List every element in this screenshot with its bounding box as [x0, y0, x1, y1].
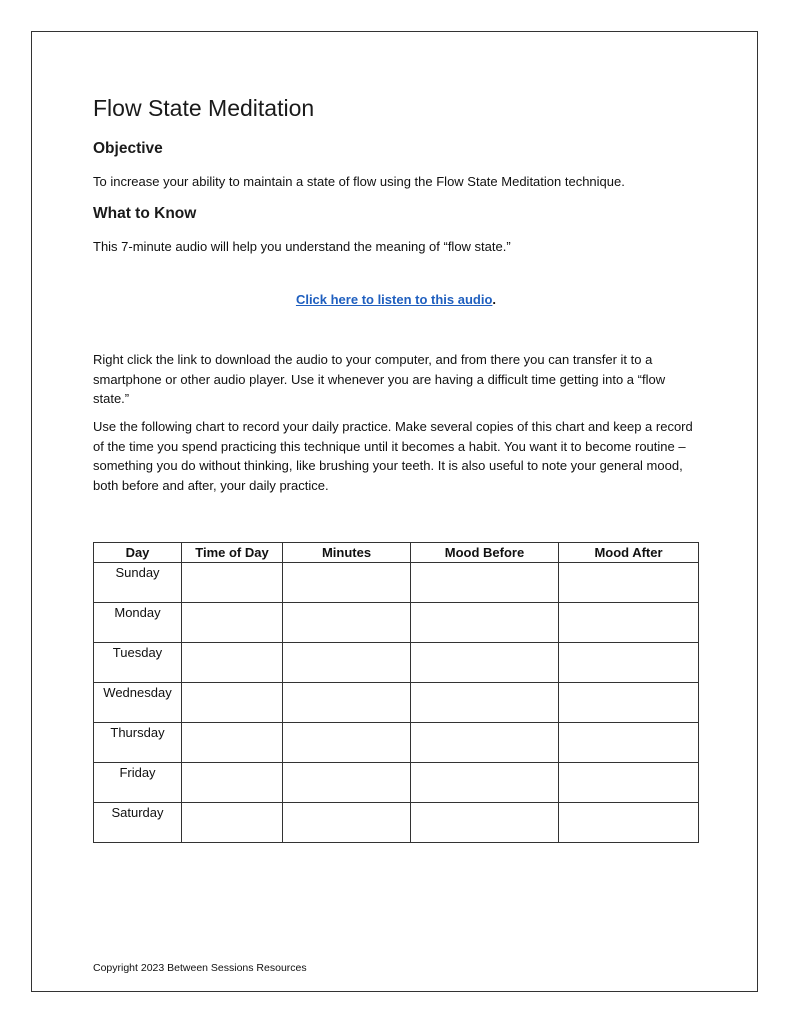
time-of-day-cell[interactable]: [182, 803, 283, 843]
objective-text: To increase your ability to maintain a state of flow using the Flow State Meditation technique.: [93, 174, 625, 189]
audio-link-period: .: [492, 292, 497, 307]
chart-instructions: Use the following chart to record your daily practice. Make several copies of this chart and keep a record of the time you spend practicing this technique until it becomes a habit. You want it to become routine – something you do without thinking, like brushing your teeth. It is also useful to note your general mood, both before and after, your daily practice.: [93, 419, 693, 493]
table-row: [94, 563, 699, 603]
mood-before-cell[interactable]: [411, 603, 559, 643]
table-header-row: [94, 543, 699, 563]
mood-after-cell[interactable]: [559, 803, 699, 843]
mood-after-cell[interactable]: [559, 643, 699, 683]
time-of-day-cell[interactable]: [182, 603, 283, 643]
page-title: Flow State Meditation: [93, 95, 315, 121]
time-of-day-cell[interactable]: [182, 723, 283, 763]
minutes-cell[interactable]: [283, 643, 411, 683]
header-day: Day: [94, 543, 182, 563]
download-instructions: Right click the link to download the audio to your computer, and from there you can transfer it to a smartphone or other audio player. Use it whenever you are having a difficult time getting into a “flow state.”: [93, 352, 666, 406]
table-row: [94, 803, 699, 843]
mood-before-cell[interactable]: [411, 723, 559, 763]
time-of-day-cell[interactable]: [182, 683, 283, 723]
header-time-of-day: Time of Day: [182, 543, 283, 563]
minutes-cell[interactable]: [283, 683, 411, 723]
day-cell: Friday: [94, 763, 182, 803]
minutes-cell[interactable]: [283, 763, 411, 803]
day-cell: Tuesday: [94, 643, 182, 683]
day-cell: Thursday: [94, 723, 182, 763]
time-of-day-cell[interactable]: [182, 763, 283, 803]
copyright-footer: Copyright 2023 Between Sessions Resources: [93, 962, 307, 974]
mood-before-cell[interactable]: [411, 803, 559, 843]
minutes-cell[interactable]: [283, 563, 411, 603]
table-row: [94, 683, 699, 723]
minutes-cell[interactable]: [283, 723, 411, 763]
mood-after-cell[interactable]: [559, 723, 699, 763]
header-minutes: Minutes: [283, 543, 411, 563]
mood-after-cell[interactable]: [559, 603, 699, 643]
mood-after-cell[interactable]: [559, 563, 699, 603]
table-row: [94, 643, 699, 683]
table-row: [94, 723, 699, 763]
time-of-day-cell[interactable]: [182, 563, 283, 603]
table-row: [94, 603, 699, 643]
objective-heading: Objective: [93, 140, 163, 157]
what-to-know-text: This 7-minute audio will help you understand the meaning of “flow state.”: [93, 239, 511, 254]
audio-link-line: [93, 292, 699, 307]
minutes-cell[interactable]: [283, 603, 411, 643]
mood-after-cell[interactable]: [559, 763, 699, 803]
table-row: [94, 763, 699, 803]
day-cell: Monday: [94, 603, 182, 643]
practice-table: [93, 542, 699, 843]
mood-before-cell[interactable]: [411, 563, 559, 603]
day-cell: Sunday: [94, 563, 182, 603]
what-to-know-heading: What to Know: [93, 205, 197, 222]
mood-before-cell[interactable]: [411, 643, 559, 683]
header-mood-after: Mood After: [559, 543, 699, 563]
header-mood-before: Mood Before: [411, 543, 559, 563]
day-cell: Wednesday: [94, 683, 182, 723]
minutes-cell[interactable]: [283, 803, 411, 843]
day-cell: Saturday: [94, 803, 182, 843]
mood-after-cell[interactable]: [559, 683, 699, 723]
time-of-day-cell[interactable]: [182, 643, 283, 683]
audio-link[interactable]: Click here to listen to this audio: [295, 292, 493, 307]
mood-before-cell[interactable]: [411, 763, 559, 803]
mood-before-cell[interactable]: [411, 683, 559, 723]
